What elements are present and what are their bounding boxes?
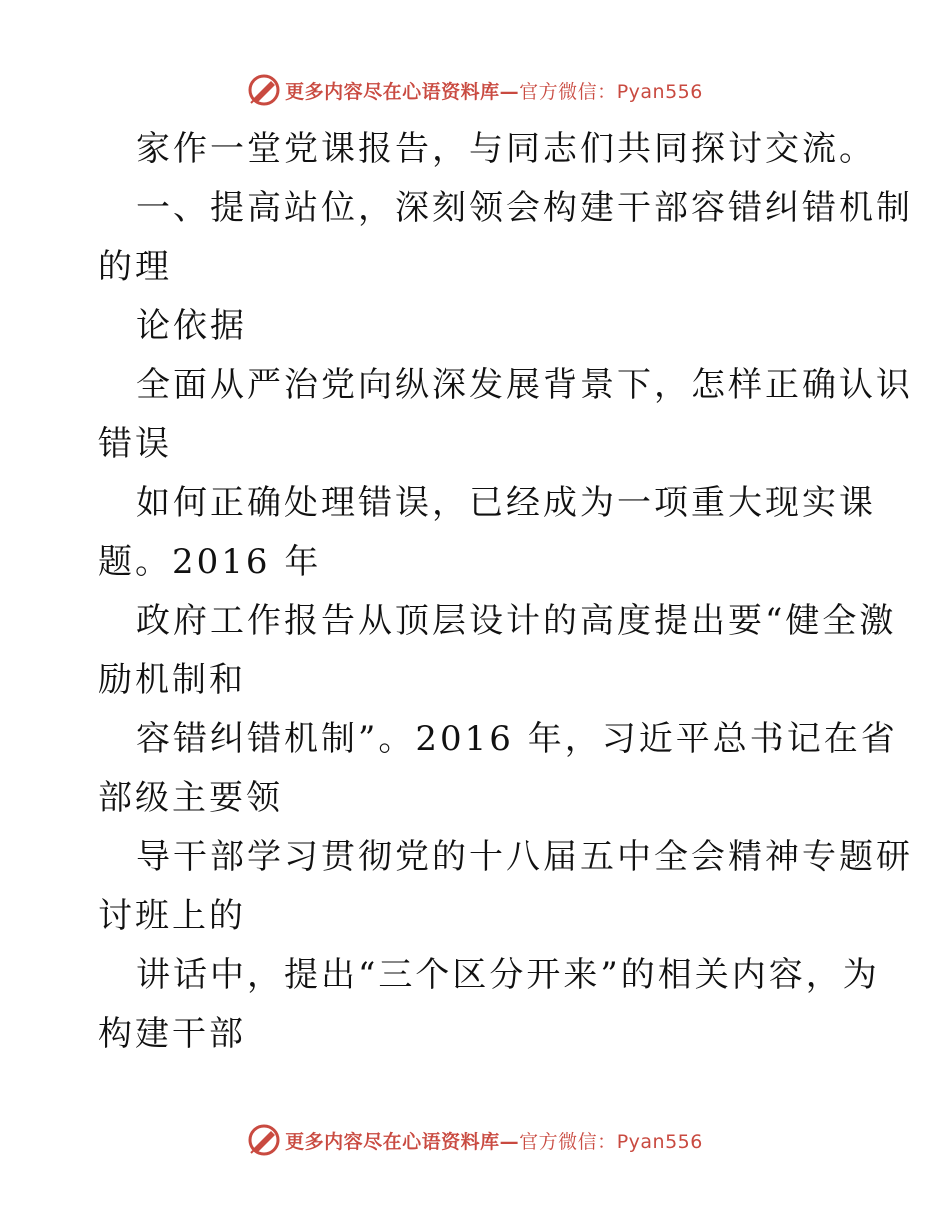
- text-line: 一、提高站位，深刻领会构建干部容错纠错机制: [136, 188, 913, 228]
- header-watermark: [0, 70, 950, 110]
- text-line: 家作一堂党课报告，与同志们共同探讨交流。: [136, 129, 876, 169]
- text-line: 题。2016 年: [98, 542, 322, 582]
- watermark-dash: —: [499, 1130, 520, 1153]
- text-line: 政府工作报告从顶层设计的高度提出要“健全激: [136, 601, 897, 641]
- watermark-suffix: 官方微信：: [519, 80, 617, 103]
- quill-logo-icon: [247, 73, 281, 107]
- quill-logo-icon: [247, 1123, 281, 1157]
- text-line: 论依据: [136, 306, 247, 346]
- watermark-dash: —: [499, 80, 520, 103]
- document-body: [98, 120, 913, 1064]
- text-line: 构建干部: [98, 1014, 246, 1054]
- text-line: 如何正确处理错误，已经成为一项重大现实课: [136, 483, 876, 523]
- watermark-id: Pyan556: [616, 1130, 703, 1153]
- text-line: 容错纠错机制”。2016 年，习近平总书记在省: [136, 719, 898, 759]
- text-line: 错误: [98, 424, 172, 464]
- text-line: 讲话中，提出“三个区分开来”的相关内容，为: [136, 955, 880, 995]
- watermark-main: 更多内容尽在心语资料库: [285, 80, 500, 103]
- watermark-text: [285, 77, 703, 104]
- watermark-text: [285, 1127, 703, 1154]
- footer-watermark: [0, 1120, 950, 1160]
- text-line: 导干部学习贯彻党的十八届五中全会精神专题研: [136, 837, 913, 877]
- text-line: 讨班上的: [98, 896, 246, 936]
- text-line: 部级主要领: [98, 778, 283, 818]
- watermark-id: Pyan556: [616, 80, 703, 103]
- text-line: 的理: [98, 247, 172, 287]
- watermark-main: 更多内容尽在心语资料库: [285, 1130, 500, 1153]
- text-line: 全面从严治党向纵深发展背景下，怎样正确认识: [136, 365, 913, 405]
- text-line: 励机制和: [98, 660, 246, 700]
- watermark-suffix: 官方微信：: [519, 1130, 617, 1153]
